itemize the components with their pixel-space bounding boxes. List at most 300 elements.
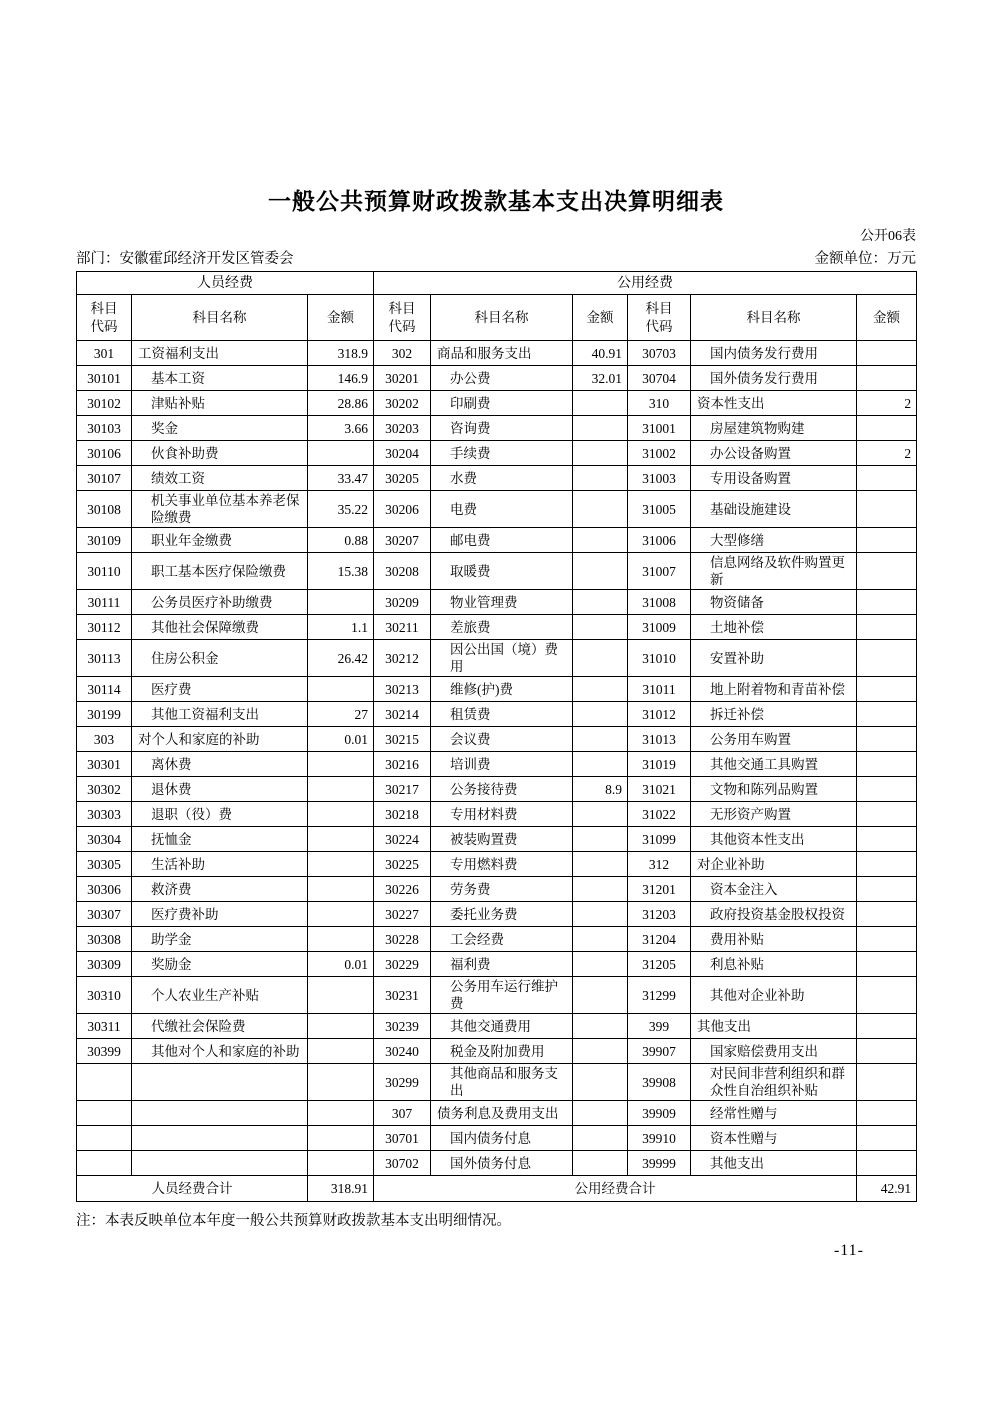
cell-code: 31204: [628, 927, 691, 952]
cell-amount: [573, 1039, 628, 1064]
cell-subject-name: 机关事业单位基本养老保险缴费: [132, 491, 308, 528]
cell-subject-name: 对民间非营利组织和群众性自治组织补贴: [691, 1064, 857, 1101]
cell-amount: 2: [857, 391, 917, 416]
cell-code: 31013: [628, 727, 691, 752]
cell-code: 30306: [77, 877, 132, 902]
cell-code: 30101: [77, 366, 132, 391]
cell-amount: 40.91: [573, 341, 628, 366]
totals-row: [77, 1176, 917, 1202]
cell-subject-name: 税金及附加费用: [431, 1039, 573, 1064]
cell-subject-name: 离休费: [132, 752, 308, 777]
cell-subject-name: 拆迁补偿: [691, 702, 857, 727]
table-row: [77, 852, 917, 877]
cell-code: 30211: [374, 615, 431, 640]
cell-code: 31201: [628, 877, 691, 902]
cell-amount: [308, 1151, 374, 1176]
cell-amount: [573, 727, 628, 752]
cell-subject-name: 其他社会保障缴费: [132, 615, 308, 640]
col-header-code-label: 科目代码: [90, 300, 118, 334]
cell-amount: [857, 640, 917, 677]
cell-subject-name: 因公出国（境）费用: [431, 640, 573, 677]
cell-code: 30204: [374, 441, 431, 466]
cell-subject-name: 劳务费: [431, 877, 573, 902]
table-row: [77, 366, 917, 391]
cell-subject-name: 国家赔偿费用支出: [691, 1039, 857, 1064]
table-row: [77, 1014, 917, 1039]
col-header-name: 科目名称: [431, 295, 573, 341]
cell-code: 30213: [374, 677, 431, 702]
cell-code: 30209: [374, 590, 431, 615]
cell-amount: 28.86: [308, 391, 374, 416]
cell-amount: [857, 416, 917, 441]
cell-amount: [857, 702, 917, 727]
cell-amount: 8.9: [573, 777, 628, 802]
cell-amount: [857, 553, 917, 590]
cell-subject-name: 房屋建筑物购建: [691, 416, 857, 441]
col-header-code-label: 科目代码: [645, 300, 673, 334]
cell-amount: [857, 1126, 917, 1151]
cell-subject-name: 无形资产购置: [691, 802, 857, 827]
cell-code: 30311: [77, 1014, 132, 1039]
cell-code: 31008: [628, 590, 691, 615]
cell-subject-name: 专用材料费: [431, 802, 573, 827]
cell-amount: [308, 927, 374, 952]
cell-code: 30113: [77, 640, 132, 677]
cell-amount: [308, 777, 374, 802]
cell-code: 30702: [374, 1151, 431, 1176]
cell-subject-name: 资本金注入: [691, 877, 857, 902]
cell-amount: 318.9: [308, 341, 374, 366]
cell-amount: [857, 902, 917, 927]
cell-code: 30228: [374, 927, 431, 952]
cell-code: 30203: [374, 416, 431, 441]
table-row: [77, 752, 917, 777]
cell-subject-name: 住房公积金: [132, 640, 308, 677]
cell-code: 31205: [628, 952, 691, 977]
cell-amount: [308, 1064, 374, 1101]
cell-subject-name: 差旅费: [431, 615, 573, 640]
cell-code: 30231: [374, 977, 431, 1014]
cell-subject-name: 邮电费: [431, 528, 573, 553]
cell-code: 31001: [628, 416, 691, 441]
cell-code: 30399: [77, 1039, 132, 1064]
cell-subject-name: 基本工资: [132, 366, 308, 391]
cell-subject-name: 工资福利支出: [132, 341, 308, 366]
cell-code: 30205: [374, 466, 431, 491]
cell-amount: [573, 441, 628, 466]
cell-amount: 35.22: [308, 491, 374, 528]
cell-amount: [573, 752, 628, 777]
cell-subject-name: 其他交通费用: [431, 1014, 573, 1039]
personnel-total-label: 人员经费合计: [77, 1176, 308, 1202]
cell-code: 30226: [374, 877, 431, 902]
cell-code: 30309: [77, 952, 132, 977]
cell-code: 30106: [77, 441, 132, 466]
table-row: [77, 553, 917, 590]
cell-code: 39909: [628, 1101, 691, 1126]
cell-code: 30308: [77, 927, 132, 952]
table-row: [77, 391, 917, 416]
table-row: [77, 1039, 917, 1064]
table-row: [77, 491, 917, 528]
cell-amount: [573, 1014, 628, 1039]
cell-amount: [857, 677, 917, 702]
cell-subject-name: 绩效工资: [132, 466, 308, 491]
cell-amount: 32.01: [573, 366, 628, 391]
cell-amount: [308, 902, 374, 927]
cell-subject-name: 利息补贴: [691, 952, 857, 977]
cell-amount: 15.38: [308, 553, 374, 590]
cell-subject-name: 会议费: [431, 727, 573, 752]
cell-amount: [857, 1064, 917, 1101]
cell-code: 31019: [628, 752, 691, 777]
cell-code: 31021: [628, 777, 691, 802]
cell-code: 31010: [628, 640, 691, 677]
cell-amount: [857, 1101, 917, 1126]
cell-code: 30704: [628, 366, 691, 391]
cell-amount: [857, 590, 917, 615]
table-row: [77, 877, 917, 902]
cell-code: 30301: [77, 752, 132, 777]
cell-amount: 1.1: [308, 615, 374, 640]
cell-amount: [857, 1151, 917, 1176]
cell-amount: [573, 827, 628, 852]
cell-amount: [573, 1064, 628, 1101]
cell-amount: [308, 590, 374, 615]
cell-amount: 27: [308, 702, 374, 727]
cell-amount: [857, 1039, 917, 1064]
cell-subject-name: 其他支出: [691, 1014, 857, 1039]
cell-subject-name: 退职（役）费: [132, 802, 308, 827]
cell-amount: [573, 466, 628, 491]
cell-amount: [857, 1014, 917, 1039]
cell-subject-name: 代缴社会保险费: [132, 1014, 308, 1039]
cell-code: 30108: [77, 491, 132, 528]
cell-subject-name: 手续费: [431, 441, 573, 466]
cell-subject-name: 福利费: [431, 952, 573, 977]
table-row: [77, 927, 917, 952]
cell-subject-name: 维修(护)费: [431, 677, 573, 702]
cell-code: 30111: [77, 590, 132, 615]
table-row: [77, 827, 917, 852]
cell-subject-name: 安置补助: [691, 640, 857, 677]
cell-amount: [573, 677, 628, 702]
cell-code: 31012: [628, 702, 691, 727]
table-body: [77, 341, 917, 1176]
cell-code: 39910: [628, 1126, 691, 1151]
cell-code: 302: [374, 341, 431, 366]
cell-subject-name: 委托业务费: [431, 902, 573, 927]
cell-amount: [857, 827, 917, 852]
cell-subject-name: 职工基本医疗保险缴费: [132, 553, 308, 590]
cell-amount: [308, 1101, 374, 1126]
cell-code: 30304: [77, 827, 132, 852]
cell-subject-name: 奖励金: [132, 952, 308, 977]
cell-amount: [857, 366, 917, 391]
cell-subject-name: [132, 1064, 308, 1101]
cell-subject-name: 其他商品和服务支出: [431, 1064, 573, 1101]
cell-amount: [857, 491, 917, 528]
cell-subject-name: [132, 1101, 308, 1126]
cell-subject-name: 水费: [431, 466, 573, 491]
cell-subject-name: 电费: [431, 491, 573, 528]
cell-amount: [857, 877, 917, 902]
cell-amount: [857, 341, 917, 366]
cell-code: [77, 1101, 132, 1126]
cell-subject-name: 国内债务付息: [431, 1126, 573, 1151]
cell-code: 30224: [374, 827, 431, 852]
group-header-public: 公用经费: [374, 272, 917, 295]
col-header-name: 科目名称: [691, 295, 857, 341]
cell-amount: [308, 852, 374, 877]
cell-amount: [857, 977, 917, 1014]
cell-subject-name: 退休费: [132, 777, 308, 802]
cell-subject-name: 资本性赠与: [691, 1126, 857, 1151]
cell-subject-name: 公务用车购置: [691, 727, 857, 752]
table-row: [77, 777, 917, 802]
cell-code: 30240: [374, 1039, 431, 1064]
cell-amount: [857, 752, 917, 777]
cell-subject-name: 大型修缮: [691, 528, 857, 553]
cell-amount: 0.01: [308, 952, 374, 977]
cell-amount: [308, 677, 374, 702]
cell-code: 30218: [374, 802, 431, 827]
group-header-row: [77, 272, 917, 295]
cell-code: [77, 1064, 132, 1101]
cell-subject-name: 基础设施建设: [691, 491, 857, 528]
cell-subject-name: 租赁费: [431, 702, 573, 727]
cell-subject-name: 资本性支出: [691, 391, 857, 416]
cell-amount: [573, 590, 628, 615]
table-code-label: 公开06表: [860, 229, 916, 244]
cell-code: 31003: [628, 466, 691, 491]
cell-code: 30299: [374, 1064, 431, 1101]
cell-amount: [573, 528, 628, 553]
cell-subject-name: 助学金: [132, 927, 308, 952]
cell-amount: [573, 852, 628, 877]
cell-subject-name: 医疗费: [132, 677, 308, 702]
cell-subject-name: 物资储备: [691, 590, 857, 615]
cell-code: 31203: [628, 902, 691, 927]
cell-amount: [573, 615, 628, 640]
cell-amount: 0.88: [308, 528, 374, 553]
cell-subject-name: [132, 1126, 308, 1151]
cell-subject-name: 生活补助: [132, 852, 308, 877]
cell-code: 31099: [628, 827, 691, 852]
table-note: 注：本表反映单位本年度一般公共预算财政拨款基本支出明细情况。: [76, 1213, 511, 1229]
table-row: [77, 1151, 917, 1176]
cell-amount: [573, 802, 628, 827]
cell-subject-name: 国外债务付息: [431, 1151, 573, 1176]
cell-subject-name: 商品和服务支出: [431, 341, 573, 366]
col-header-code: [628, 295, 691, 341]
cell-code: 31011: [628, 677, 691, 702]
cell-code: 39907: [628, 1039, 691, 1064]
col-header-amount: 金额: [308, 295, 374, 341]
cell-amount: [573, 952, 628, 977]
cell-code: 31022: [628, 802, 691, 827]
cell-amount: [573, 877, 628, 902]
cell-code: 31002: [628, 441, 691, 466]
cell-code: 30112: [77, 615, 132, 640]
personnel-total-amount: 318.91: [308, 1176, 374, 1202]
cell-code: [77, 1126, 132, 1151]
cell-code: 30239: [374, 1014, 431, 1039]
cell-subject-name: 专用设备购置: [691, 466, 857, 491]
cell-subject-name: 国内债务发行费用: [691, 341, 857, 366]
department-label: 部门：安徽霍邱经济开发区管委会: [76, 251, 294, 267]
cell-subject-name: 其他对企业补助: [691, 977, 857, 1014]
table-row: [77, 1101, 917, 1126]
table-row: [77, 416, 917, 441]
cell-amount: [857, 466, 917, 491]
cell-subject-name: 其他支出: [691, 1151, 857, 1176]
table-row: [77, 977, 917, 1014]
page-title: 一般公共预算财政拨款基本支出决算明细表: [268, 188, 724, 214]
cell-amount: [308, 441, 374, 466]
cell-amount: [308, 1014, 374, 1039]
cell-code: 303: [77, 727, 132, 752]
cell-code: 310: [628, 391, 691, 416]
cell-subject-name: 专用燃料费: [431, 852, 573, 877]
cell-amount: [857, 952, 917, 977]
cell-code: [77, 1151, 132, 1176]
cell-amount: [573, 640, 628, 677]
cell-code: 30206: [374, 491, 431, 528]
cell-amount: 0.01: [308, 727, 374, 752]
cell-code: 30103: [77, 416, 132, 441]
table-row: [77, 677, 917, 702]
cell-subject-name: 津贴补贴: [132, 391, 308, 416]
cell-amount: [308, 827, 374, 852]
cell-code: 30310: [77, 977, 132, 1014]
cell-amount: [573, 1101, 628, 1126]
col-header-amount: 金额: [573, 295, 628, 341]
cell-amount: [573, 553, 628, 590]
cell-subject-name: 土地补偿: [691, 615, 857, 640]
budget-table: [76, 271, 917, 1202]
cell-subject-name: 公务接待费: [431, 777, 573, 802]
cell-amount: [857, 777, 917, 802]
cell-subject-name: 其他资本性支出: [691, 827, 857, 852]
group-header-personnel: 人员经费: [77, 272, 374, 295]
cell-amount: [573, 977, 628, 1014]
meta-row: [76, 247, 916, 268]
cell-code: 31009: [628, 615, 691, 640]
cell-code: 30216: [374, 752, 431, 777]
page-number: -11-: [833, 1242, 864, 1259]
col-header-code: [77, 295, 132, 341]
unit-label: 金额单位：万元: [814, 251, 916, 267]
cell-code: 30701: [374, 1126, 431, 1151]
cell-amount: [573, 927, 628, 952]
col-header-code: [374, 295, 431, 341]
cell-subject-name: 医疗费补助: [132, 902, 308, 927]
table-row: [77, 590, 917, 615]
cell-code: 30208: [374, 553, 431, 590]
cell-amount: [857, 802, 917, 827]
cell-subject-name: 政府投资基金股权投资: [691, 902, 857, 927]
cell-subject-name: 办公设备购置: [691, 441, 857, 466]
cell-amount: [308, 1126, 374, 1151]
cell-amount: [857, 528, 917, 553]
cell-code: 312: [628, 852, 691, 877]
cell-subject-name: 其他工资福利支出: [132, 702, 308, 727]
cell-code: 30214: [374, 702, 431, 727]
column-header-row: [77, 295, 917, 341]
cell-subject-name: 抚恤金: [132, 827, 308, 852]
cell-subject-name: 工会经费: [431, 927, 573, 952]
cell-code: 30227: [374, 902, 431, 927]
table-row: [77, 441, 917, 466]
cell-amount: [573, 491, 628, 528]
table-row: [77, 341, 917, 366]
table-row: [77, 802, 917, 827]
cell-subject-name: 地上附着物和青苗补偿: [691, 677, 857, 702]
cell-amount: [308, 877, 374, 902]
col-header-name: 科目名称: [132, 295, 308, 341]
cell-subject-name: 债务利息及费用支出: [431, 1101, 573, 1126]
table-row: [77, 902, 917, 927]
cell-subject-name: 经常性赠与: [691, 1101, 857, 1126]
cell-code: 30114: [77, 677, 132, 702]
cell-amount: [857, 927, 917, 952]
table-row: [77, 727, 917, 752]
table-header: [77, 272, 917, 341]
cell-subject-name: 伙食补助费: [132, 441, 308, 466]
cell-code: 30305: [77, 852, 132, 877]
cell-subject-name: 文物和陈列品购置: [691, 777, 857, 802]
table-row: [77, 952, 917, 977]
table-row: [77, 615, 917, 640]
cell-subject-name: 其他交通工具购置: [691, 752, 857, 777]
cell-amount: [573, 416, 628, 441]
cell-amount: 146.9: [308, 366, 374, 391]
table-row: [77, 1064, 917, 1101]
cell-subject-name: 对企业补助: [691, 852, 857, 877]
cell-amount: 3.66: [308, 416, 374, 441]
cell-amount: [573, 391, 628, 416]
cell-amount: 2: [857, 441, 917, 466]
cell-subject-name: 救济费: [132, 877, 308, 902]
cell-code: 39908: [628, 1064, 691, 1101]
table-row: [77, 1126, 917, 1151]
cell-code: 30109: [77, 528, 132, 553]
cell-code: 39999: [628, 1151, 691, 1176]
cell-code: 30102: [77, 391, 132, 416]
cell-amount: [857, 852, 917, 877]
cell-code: 30201: [374, 366, 431, 391]
cell-subject-name: 国外债务发行费用: [691, 366, 857, 391]
cell-code: 30107: [77, 466, 132, 491]
cell-amount: [308, 1039, 374, 1064]
cell-subject-name: 办公费: [431, 366, 573, 391]
cell-amount: 26.42: [308, 640, 374, 677]
cell-subject-name: 公务员医疗补助缴费: [132, 590, 308, 615]
cell-code: 30202: [374, 391, 431, 416]
col-header-amount: 金额: [857, 295, 917, 341]
cell-subject-name: 物业管理费: [431, 590, 573, 615]
cell-code: 30199: [77, 702, 132, 727]
cell-subject-name: 奖金: [132, 416, 308, 441]
cell-code: 30303: [77, 802, 132, 827]
public-total-label: 公用经费合计: [374, 1176, 857, 1202]
cell-code: 30225: [374, 852, 431, 877]
cell-subject-name: 取暖费: [431, 553, 573, 590]
cell-subject-name: 费用补贴: [691, 927, 857, 952]
cell-subject-name: 公务用车运行维护费: [431, 977, 573, 1014]
cell-subject-name: 对个人和家庭的补助: [132, 727, 308, 752]
